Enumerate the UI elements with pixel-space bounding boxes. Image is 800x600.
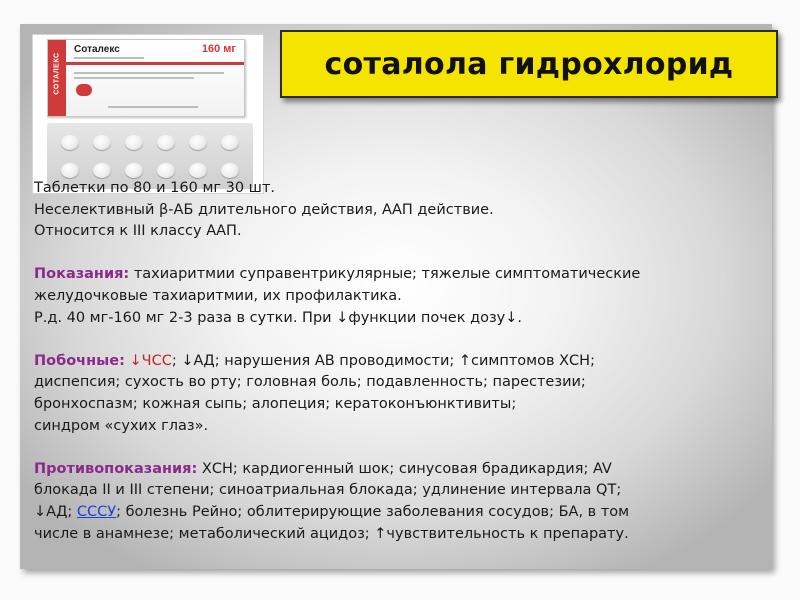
manufacturer-logo-icon xyxy=(76,84,92,96)
contraindications-text: ; болезнь Рейно; облитерирующие заболевания сосудов; БА, в том xyxy=(116,503,630,520)
drug-package-photo xyxy=(32,34,264,194)
box-text-line xyxy=(74,57,144,59)
pill-icon xyxy=(221,135,239,150)
indications-line xyxy=(34,264,774,286)
medicine-box xyxy=(47,39,245,117)
side-effects-text: ; ↓АД; нарушения АВ проводимости; ↑симптомов ХСН; xyxy=(171,352,595,369)
spacer xyxy=(34,437,774,459)
sssu-link[interactable]: СССУ xyxy=(76,503,117,520)
pill-icon xyxy=(125,163,143,178)
slide-title: соталола гидрохлорид xyxy=(324,46,734,82)
spacer xyxy=(34,243,774,265)
side-effects-line xyxy=(34,351,774,373)
indications-heading: Показания: xyxy=(34,266,130,283)
contraindications-text: ХСН; кардиогенный шок; синусовая брадикардия; AV xyxy=(197,460,612,477)
pill-icon xyxy=(157,163,175,178)
pill-icon xyxy=(189,163,207,178)
contraindications-line xyxy=(34,459,774,481)
dosage-line: Р.д. 40 мг-160 мг 2-3 раза в сутки. При ↓функции почек дозу↓. xyxy=(34,309,523,326)
side-effects-line: синдром «сухих глаз». xyxy=(34,417,209,434)
spacer xyxy=(34,329,774,351)
basic-info-line: Неселективный β-АБ длительного действия, ААП действие. xyxy=(34,201,494,218)
pill-icon xyxy=(61,163,79,178)
box-text-line xyxy=(108,106,198,108)
pill-icon xyxy=(125,135,143,150)
slide-title-box xyxy=(280,30,778,98)
side-effects-heading: Побочные: xyxy=(34,352,125,369)
box-text-line xyxy=(74,77,194,79)
basic-info-line: Таблетки по 80 и 160 мг 30 шт. xyxy=(34,180,275,196)
contraindications-line: блокада II и III степени; синоатриальная блокада; удлинение интервала QT; xyxy=(34,482,622,499)
side-effects-line: бронхоспазм; кожная сыпь; алопеция; кератоконъюнктивиты; xyxy=(34,395,517,412)
contraindications-line: числе в анамнезе; метаболический ацидоз; ↑чувствительность к препарату. xyxy=(34,525,629,542)
box-brand-name: Соталекс xyxy=(74,44,120,55)
indications-text: тахиаритмии суправентрикулярные; тяжелые симптоматические xyxy=(129,266,641,283)
pill-icon xyxy=(221,163,239,178)
pill-icon xyxy=(61,135,79,150)
drug-description xyxy=(34,178,774,545)
pill-icon xyxy=(189,135,207,150)
box-side-label: СОТАЛЕКС xyxy=(53,52,61,95)
pill-icon xyxy=(93,163,111,178)
basic-info-line: Относится к III классу ААП. xyxy=(34,223,242,240)
contraindications-line xyxy=(34,502,774,524)
heart-rate-decrease: ↓ЧСС xyxy=(124,352,172,369)
box-side-stripe xyxy=(48,40,66,116)
box-dose: 160 мг xyxy=(201,43,236,55)
pill-icon xyxy=(157,135,175,150)
pill-icon xyxy=(93,135,111,150)
contraindications-text: ↓АД; xyxy=(34,503,77,520)
contraindications-heading: Противопоказания: xyxy=(34,460,198,477)
indications-line: желудочковые тахиаритмии, их профилактика. xyxy=(34,287,402,304)
box-text-line xyxy=(74,72,224,74)
side-effects-line: диспепсия; сухость во рту; головная боль; подавленность; парестезии; xyxy=(34,374,586,391)
box-red-stripe xyxy=(66,62,244,65)
